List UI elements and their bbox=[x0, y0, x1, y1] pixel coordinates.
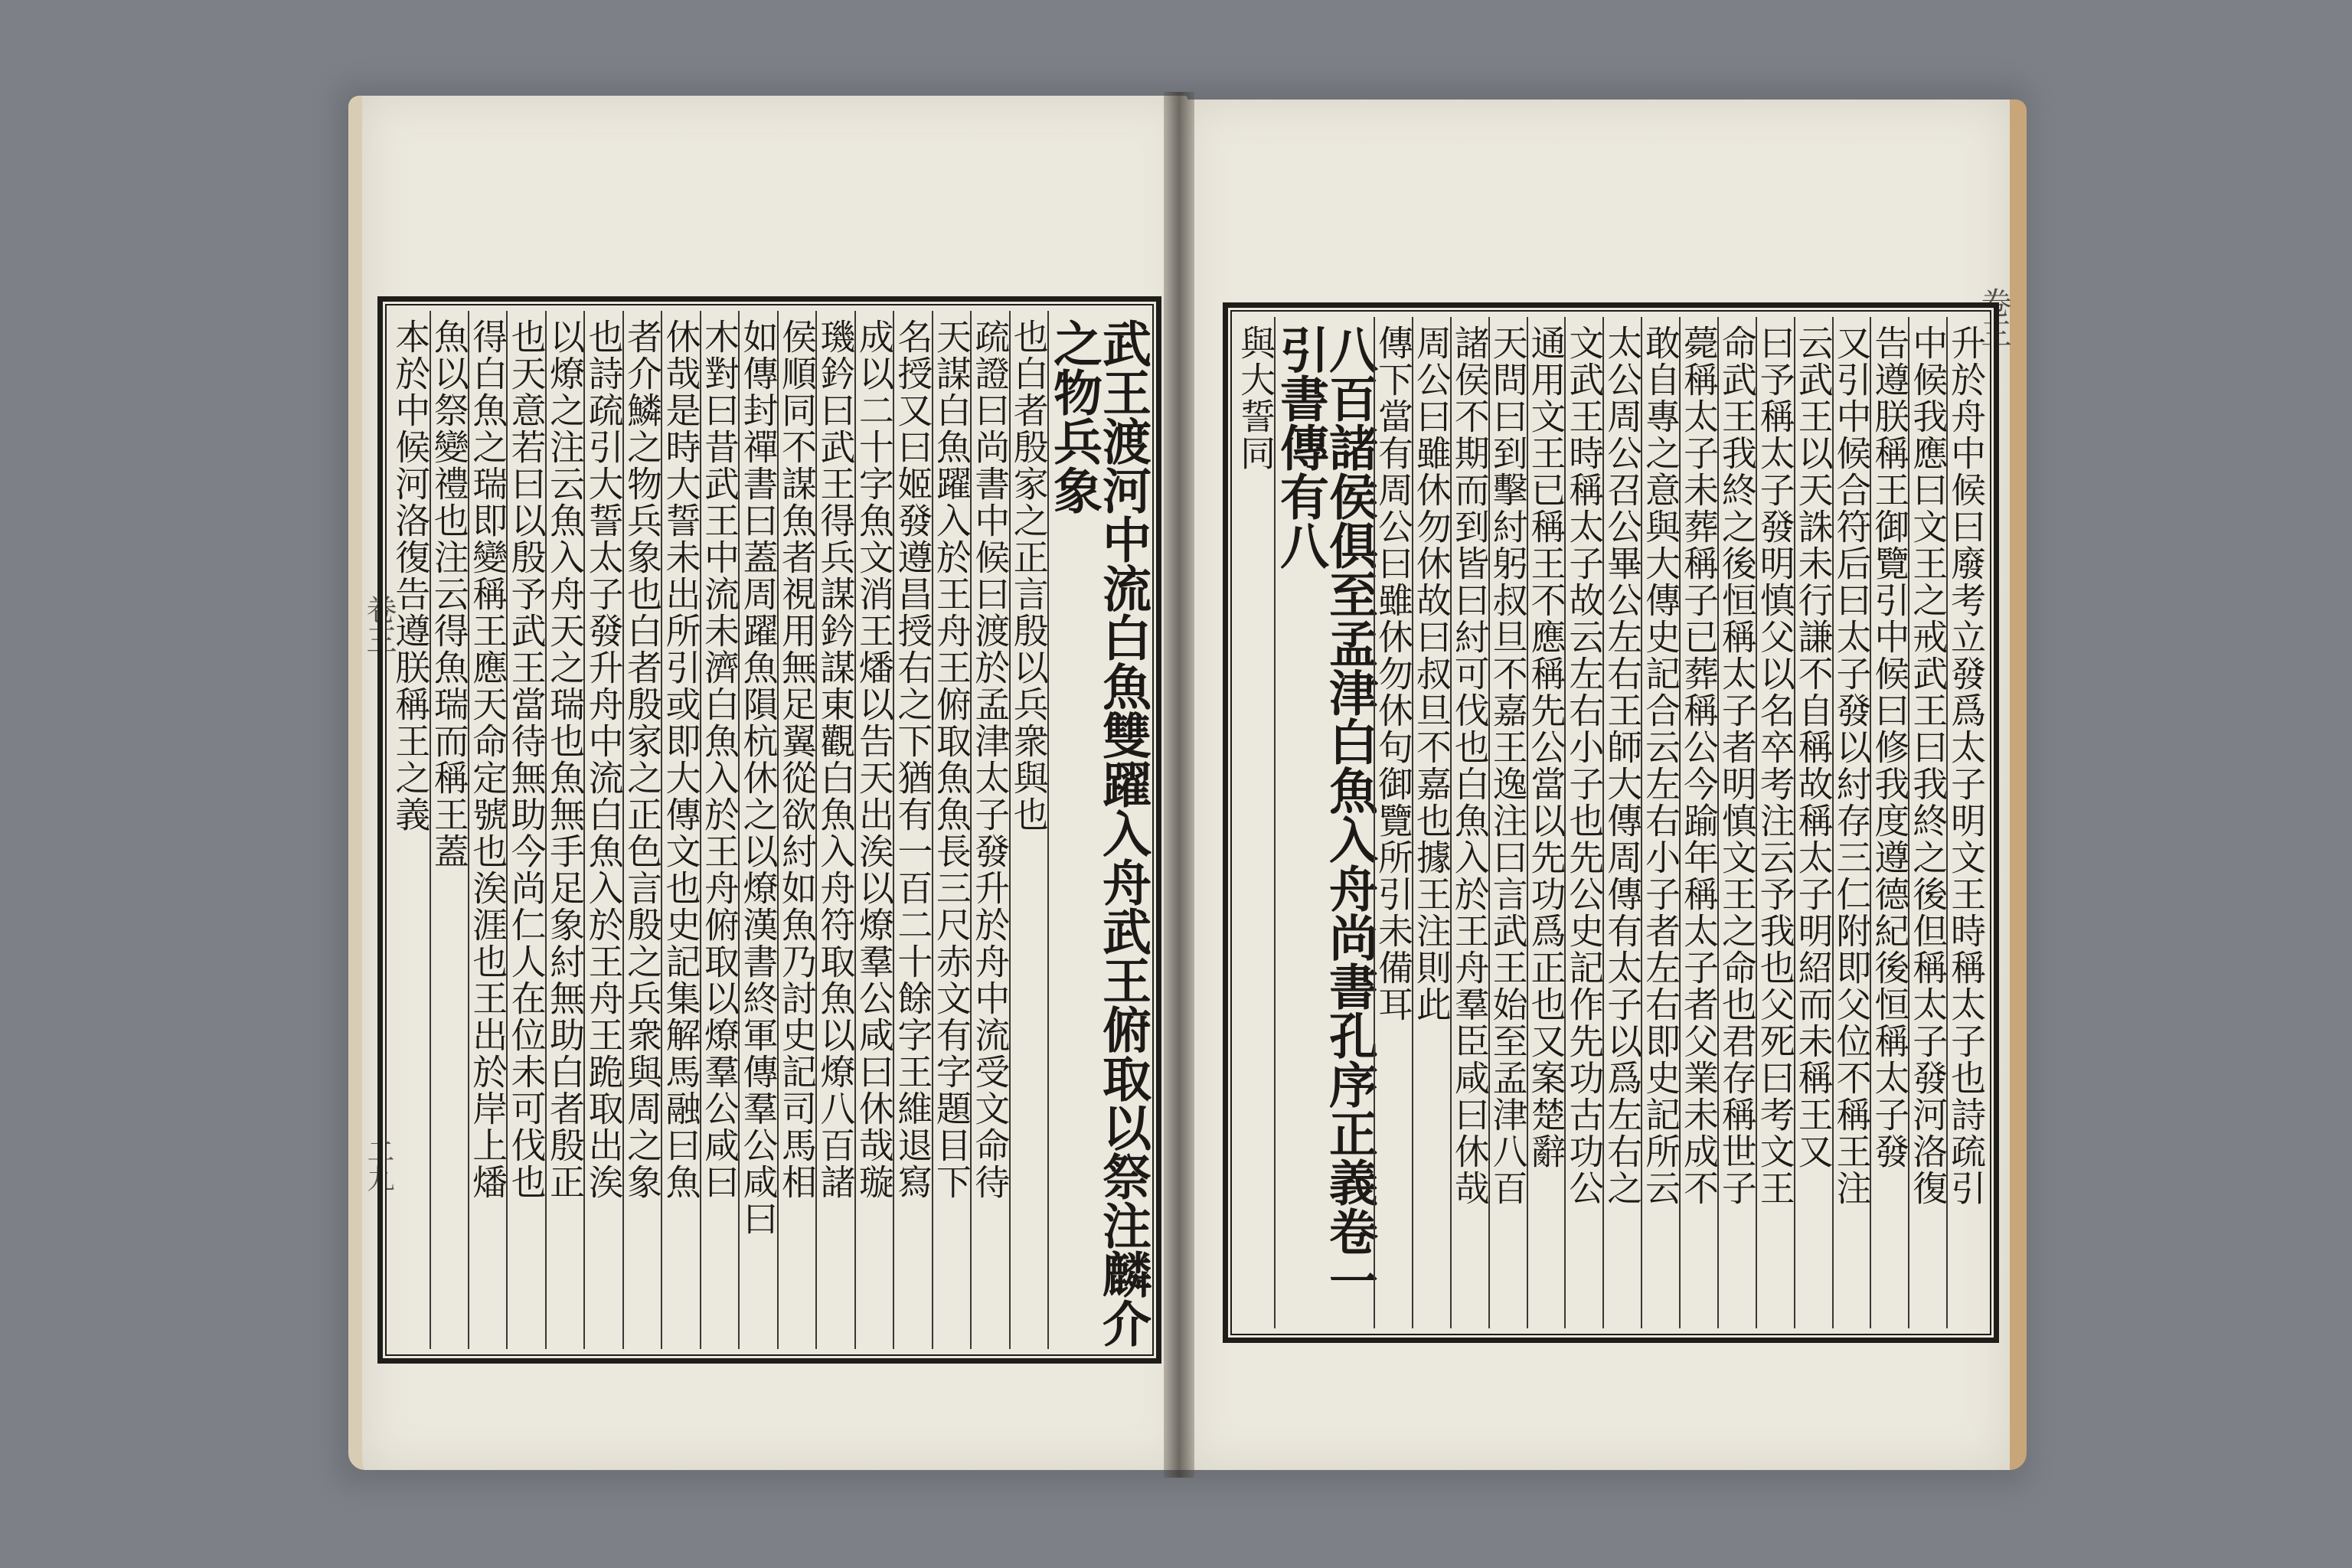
right-page-edge-label: 卷三 bbox=[1976, 287, 2011, 348]
commentary-column: 薨稱太子未葬稱子已葬稱公今踰年稱太子者父業未成不 bbox=[1679, 317, 1717, 1328]
commentary-column: 通用文王已稱王不應稱先公當以先功爲正也又案楚辭 bbox=[1527, 317, 1565, 1328]
commentary-column: 得白魚之瑞即變稱王應天命定號也涘涯也王出於岸上燔 bbox=[468, 311, 506, 1349]
left-columns bbox=[390, 311, 1152, 1349]
commentary-column: 周公曰雖休勿休故曰叔旦不嘉也據王注則此 bbox=[1412, 317, 1450, 1328]
commentary-column: 成以二十字魚文消王燔以告天出涘以燎羣公咸曰休哉璇 bbox=[854, 311, 893, 1349]
commentary-column: 命武王我終之後恒稱太子者明慎文王之命也君存稱世子 bbox=[1717, 317, 1756, 1328]
commentary-column: 者介鱗之物兵象也白者殷家之正色言殷之兵衆與周之象 bbox=[622, 311, 661, 1349]
commentary-column: 天問曰到擊紂躬叔旦不嘉王逸注曰言武王始至孟津八百 bbox=[1488, 317, 1527, 1328]
commentary-column: 疏證曰尚書中候曰渡於孟津太子發升於舟中流受文命待 bbox=[970, 311, 1008, 1349]
main-text-column: 八百諸侯俱至孟津白魚入舟尚書孔序正義卷一引書傳有八 bbox=[1274, 317, 1374, 1328]
book-gutter bbox=[1164, 92, 1194, 1478]
commentary-column: 曰予稱太子發明慎父以名卒考注云予我也父死曰考文王 bbox=[1756, 317, 1794, 1328]
commentary-column: 敢自專之意與大傳史記合云左右小子者左右即史記所云 bbox=[1641, 317, 1679, 1328]
left-page-number: 二九 bbox=[363, 1137, 394, 1192]
commentary-column: 太公周公召公畢公左右王師大傳周傳有太子以爲左右之 bbox=[1602, 317, 1641, 1328]
commentary-column: 又引中候合符后曰太子發以紂存三仁附即父位不稱王注 bbox=[1832, 317, 1870, 1328]
commentary-column: 傳下當有周公曰雖休勿休句御覽所引未備耳 bbox=[1374, 317, 1412, 1328]
commentary-column: 名授又曰姬發遵昌授右之下猶有一百二十餘字王維退寫 bbox=[893, 311, 931, 1349]
commentary-column: 也天意若曰以殷予武王當待無助今尚仁人在位未可伐也 bbox=[506, 311, 544, 1349]
commentary-column: 云武王以天誅未行謙不自稱故稱太子明紹而未稱王又 bbox=[1794, 317, 1832, 1328]
left-text-frame bbox=[377, 296, 1161, 1364]
right-text-frame bbox=[1223, 302, 1999, 1343]
right-page bbox=[1184, 100, 2027, 1470]
commentary-column: 以燎之注云魚入舟天之瑞也魚無手足象紂無助白者殷正 bbox=[545, 311, 583, 1349]
commentary-column: 中候我應曰文王之戒武王曰我終之後但稱太子發河洛復 bbox=[1908, 317, 1946, 1328]
commentary-column: 諸侯不期而到皆曰紂可伐也白魚入於王舟羣臣咸曰休哉 bbox=[1450, 317, 1488, 1328]
commentary-column: 也白者殷家之正言殷以兵衆與也 bbox=[1009, 311, 1047, 1349]
left-page bbox=[348, 96, 1187, 1470]
commentary-column: 文武王時稱太子故云左右小子也先公史記作先功古功公 bbox=[1564, 317, 1602, 1328]
commentary-column: 木對曰昔武王中流未濟白魚入於王舟俯取以燎羣公咸曰 bbox=[700, 311, 738, 1349]
commentary-column: 本於中候河洛復告遵朕稱王之義 bbox=[390, 318, 432, 833]
commentary-column: 天謀白魚躍入於王舟王俯取魚魚長三尺赤文有字題目下 bbox=[932, 311, 970, 1349]
commentary-column: 休哉是時大誓未出所引或即大傳文也史記集解馬融曰魚 bbox=[661, 311, 699, 1349]
commentary-column: 魚以祭變禮也注云得魚瑞而稱王蓋 bbox=[430, 311, 468, 1349]
commentary-column: 璣鈐曰武王得兵謀鈐謀東觀白魚入舟符取魚以燎八百諸 bbox=[815, 311, 854, 1349]
commentary-column: 升於舟中候曰廢考立發爲太子明文王時稱太子也詩疏引 bbox=[1946, 317, 1984, 1328]
commentary-column: 告遵朕稱王御覽引中候曰修我度遵德紀後恒稱太子發 bbox=[1870, 317, 1908, 1328]
commentary-column: 也詩疏引大誓太子發升舟中流白魚入於王舟王跪取出涘 bbox=[583, 311, 622, 1349]
left-page-edge-label: 卷三 bbox=[361, 593, 397, 655]
commentary-column: 侯順同不謀魚者視用無足翼從欲紂如魚乃討史記司馬相 bbox=[777, 311, 815, 1349]
right-columns bbox=[1235, 317, 1988, 1328]
main-text-column: 武王渡河中流白魚雙躍入舟武王俯取以祭注麟介之物兵象 bbox=[1047, 311, 1147, 1349]
commentary-column: 與大誓同 bbox=[1235, 325, 1277, 472]
commentary-column: 如傳封禪書曰蓋周躍魚隕杭休之以燎漢書終軍傳羣公咸曰 bbox=[738, 311, 776, 1349]
